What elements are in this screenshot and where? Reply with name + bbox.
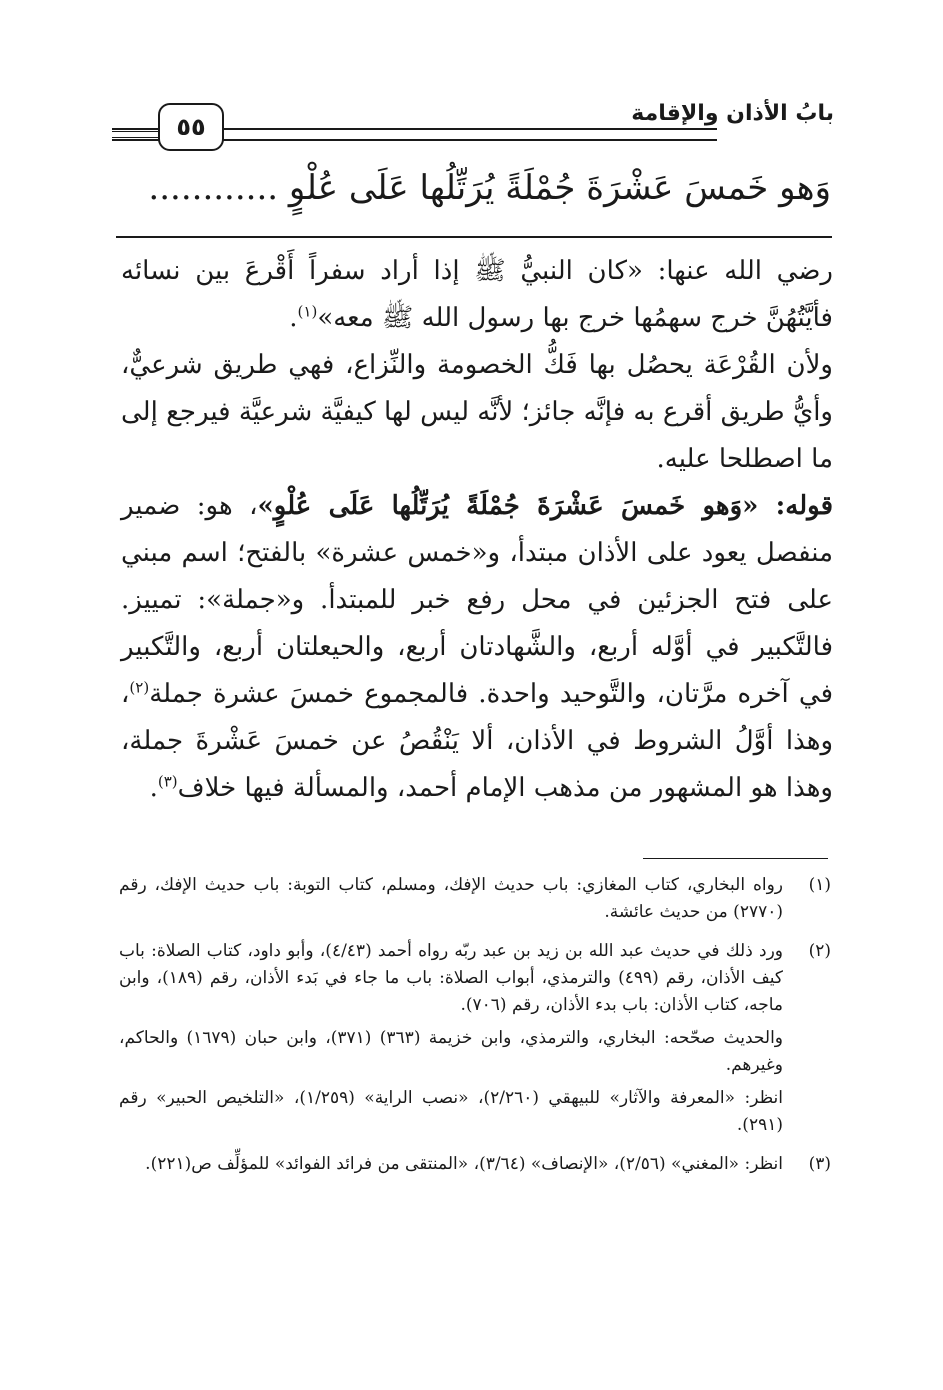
footnote-text: والحديث صحّحه: البخاري، والترمذي، وابن خزيمة (٣٦٣) (٣٧١)، وابن حبان (١٦٧٩) والحاكم، وغيرهم. [119, 1028, 784, 1075]
footnote-ref: (١) [297, 302, 318, 321]
footnote [119, 938, 831, 1145]
header-rule-left [112, 137, 158, 138]
footnote-text: ورد ذلك في حديث عبد الله بن زيد بن عبد ربّه رواه أحمد (٤/٤٣)، وأبو داود، كتاب الصلاة: باب كيف الأذان، رقم (٤٩٩) والترمذي، أبواب الصلاة: باب ما جاء في بَدء الأذان، رقم (١٨٩)، وابن ماجه، كتاب الأذان: باب بدء الأذان، رقم (٧٠٦). [119, 941, 784, 1015]
qawl-label: قوله: «وَهو خَمسَ عَشْرَةَ جُمْلَةً يُرَتِّلُها عَلَى عُلْوٍ» [257, 491, 833, 521]
footnote-text: انظر: «المعرفة والآثار» للبيهقي (٢/٢٦٠)، «نصب الراية» (١/٢٥٩)، «التلخيص الحبير» رقم (٢٩١). [119, 1088, 783, 1135]
footnote-body [119, 1151, 783, 1184]
footnote-separator [643, 858, 828, 859]
header-rule-left [112, 131, 158, 132]
paragraph [121, 483, 833, 812]
footnote-number: (١) [808, 875, 831, 895]
footnote-number: (٣) [808, 1154, 831, 1174]
footnote-text: انظر: «المغني» (٢/٥٦)، «الإنصاف» (٣/٦٤)، «المنتقى من فرائد الفوائد» للمؤلِّف ص(٢٢١). [145, 1154, 783, 1174]
page-number-text: ٥٥ [176, 113, 206, 141]
paragraph-text: ، هو: ضمير منفصل يعود على الأذان مبتدأ، و«خمس عشرة» بالفتح؛ اسم مبني على فتح الجزئين في محل رفع خبر للمبتدأ. و«جملة»: تمييز. فالتَّكبير في أوَّله أربع، والشَّهادتان أربع، والحيعلتان أربع، والتَّكبير في آخره مرَّتان، والتَّوحيد واحدة. فالمجموع خمسَ عشرة جملة [121, 491, 833, 709]
paragraph-end: . [149, 773, 158, 803]
page-number [158, 103, 224, 151]
footnote-text: رواه البخاري، كتاب المغازي: باب حديث الإفك، ومسلم، كتاب التوبة: باب حديث الإفك، رقم (٢٧٧٠) من حديث عائشة. [119, 875, 783, 922]
paragraph [121, 248, 833, 342]
paragraph-end: . [289, 303, 298, 333]
footnote-body [119, 938, 783, 1145]
paragraph: ولأن القُرْعَة يحصُل بها فَكُّ الخصومة والنِّزاع، فهي طريق شرعيٌّ، وأيُّ طريق أقرع به فإنَّه جائز؛ لأنَّه ليس لها كيفيَّة شرعيَّة فيرجع إلى ما اصطلحا عليه. [120, 350, 833, 474]
footnote-ref: (٣) [157, 772, 178, 791]
matn-rule [116, 236, 832, 238]
paragraph-text: ، وهذا أوَّلُ الشروط في الأذان، ألا يَنْقُصُ عن خمسَ عَشْرةَ جملة، وهذا هو المشهور من مذهب الإمام أحمد، والمسألة فيها خلاف [121, 679, 833, 803]
footnotes [119, 872, 831, 1190]
footnote [119, 872, 831, 932]
footnote-body [119, 872, 783, 932]
chapter-title: بابُ الأذان والإقامة [631, 101, 834, 126]
matn-text: وَهو خَمسَ عَشْرَةَ جُمْلَةً يُرَتِّلُها عَلَى عُلْوٍ ............ [148, 168, 831, 208]
commentary-body [121, 248, 833, 812]
footnote-number: (٢) [808, 941, 831, 961]
footnote-ref: (٢) [129, 678, 150, 697]
paragraph-text: رضي الله عنها: «كان النبيُّ ﷺ إذا أراد سفراً أَقْرعَ بين نسائه فأيَّتُهُنَّ خرج سهمُها خرج بها رسول الله ﷺ معه» [121, 256, 833, 333]
footnote [119, 1151, 831, 1184]
